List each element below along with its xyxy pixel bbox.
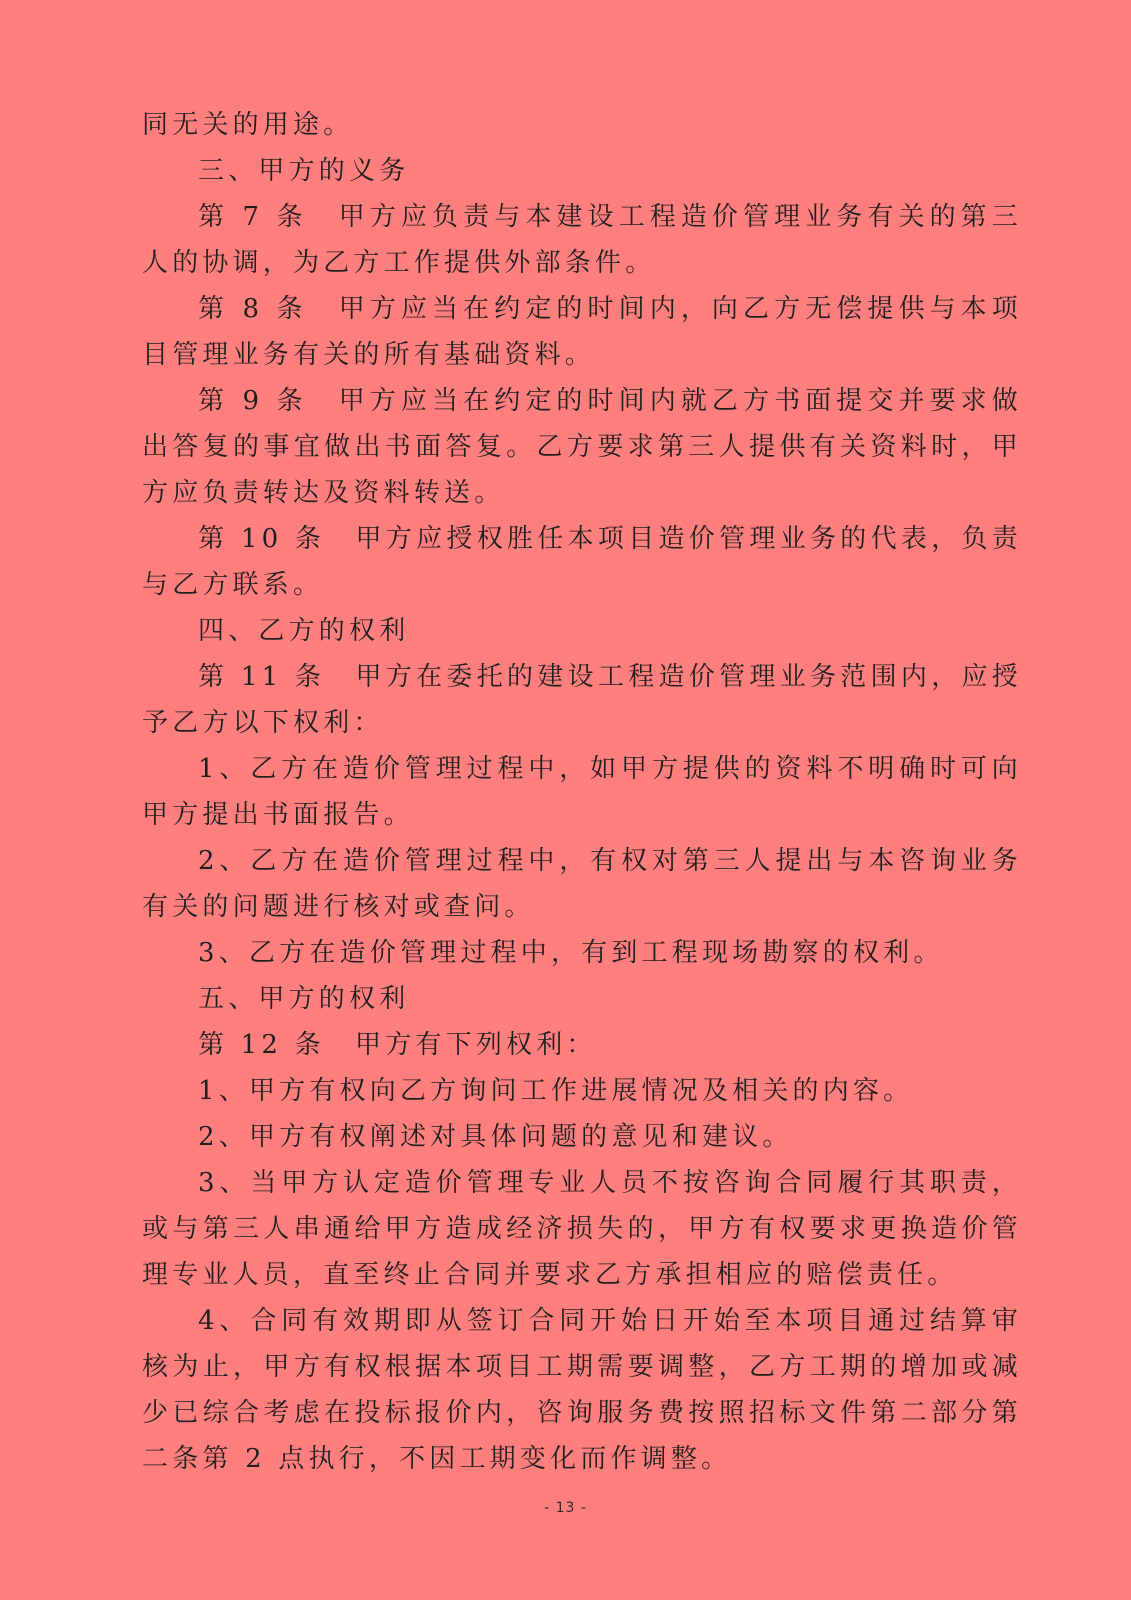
clause-12-item-2: 2、甲方有权阐述对具体问题的意见和建议。	[198, 1122, 793, 1152]
page-number: - 13 -	[544, 1500, 587, 1516]
document-body	[142, 102, 1022, 1482]
clause-11-item-3: 3、乙方在造价管理过程中，有到工程现场勘察的权利。	[198, 938, 944, 968]
clause-12: 第 12 条 甲方有下列权利：	[198, 1030, 597, 1060]
clause-11-item-2: 2、乙方在造价管理过程中，有权对第三人提出与本咨询业务有关的问题进行核对或查问。	[142, 846, 1022, 922]
clause-7: 第 7 条 甲方应负责与本建设工程造价管理业务有关的第三人的协调，为乙方工作提供外部条件。	[142, 202, 1022, 278]
section-heading-party-b-rights: 四、乙方的权利	[198, 616, 410, 646]
clause-8: 第 8 条 甲方应当在约定的时间内，向乙方无偿提供与本项目管理业务有关的所有基础资料。	[142, 294, 1022, 370]
clause-9: 第 9 条 甲方应当在约定的时间内就乙方书面提交并要求做出答复的事宜做出书面答复。乙方要求第三人提供有关资料时，甲方应负责转达及资料转送。	[142, 386, 1022, 508]
paragraph-continuation: 同无关的用途。	[142, 110, 354, 140]
clause-11-item-1: 1、乙方在造价管理过程中，如甲方提供的资料不明确时可向甲方提出书面报告。	[142, 754, 1022, 830]
clause-12-item-3: 3、当甲方认定造价管理专业人员不按咨询合同履行其职责，或与第三人串通给甲方造成经济损失的，甲方有权要求更换造价管理专业人员，直至终止合同并要求乙方承担相应的赔偿责任。	[142, 1168, 1022, 1290]
section-heading-party-a-obligations: 三、甲方的义务	[198, 156, 410, 186]
clause-12-item-1: 1、甲方有权向乙方询问工作进展情况及相关的内容。	[198, 1076, 914, 1106]
section-heading-party-a-rights: 五、甲方的权利	[198, 984, 410, 1014]
clause-10: 第 10 条 甲方应授权胜任本项目造价管理业务的代表，负责与乙方联系。	[142, 524, 1022, 600]
clause-11: 第 11 条 甲方在委托的建设工程造价管理业务范围内，应授予乙方以下权利：	[142, 662, 1022, 738]
clause-12-item-4: 4、合同有效期即从签订合同开始日开始至本项目通过结算审核为止，甲方有权根据本项目工期需要调整，乙方工期的增加或减少已综合考虑在投标报价内，咨询服务费按照招标文件第二部分第二条第 2 点执行，不因工期变化而作调整。	[142, 1306, 1022, 1474]
